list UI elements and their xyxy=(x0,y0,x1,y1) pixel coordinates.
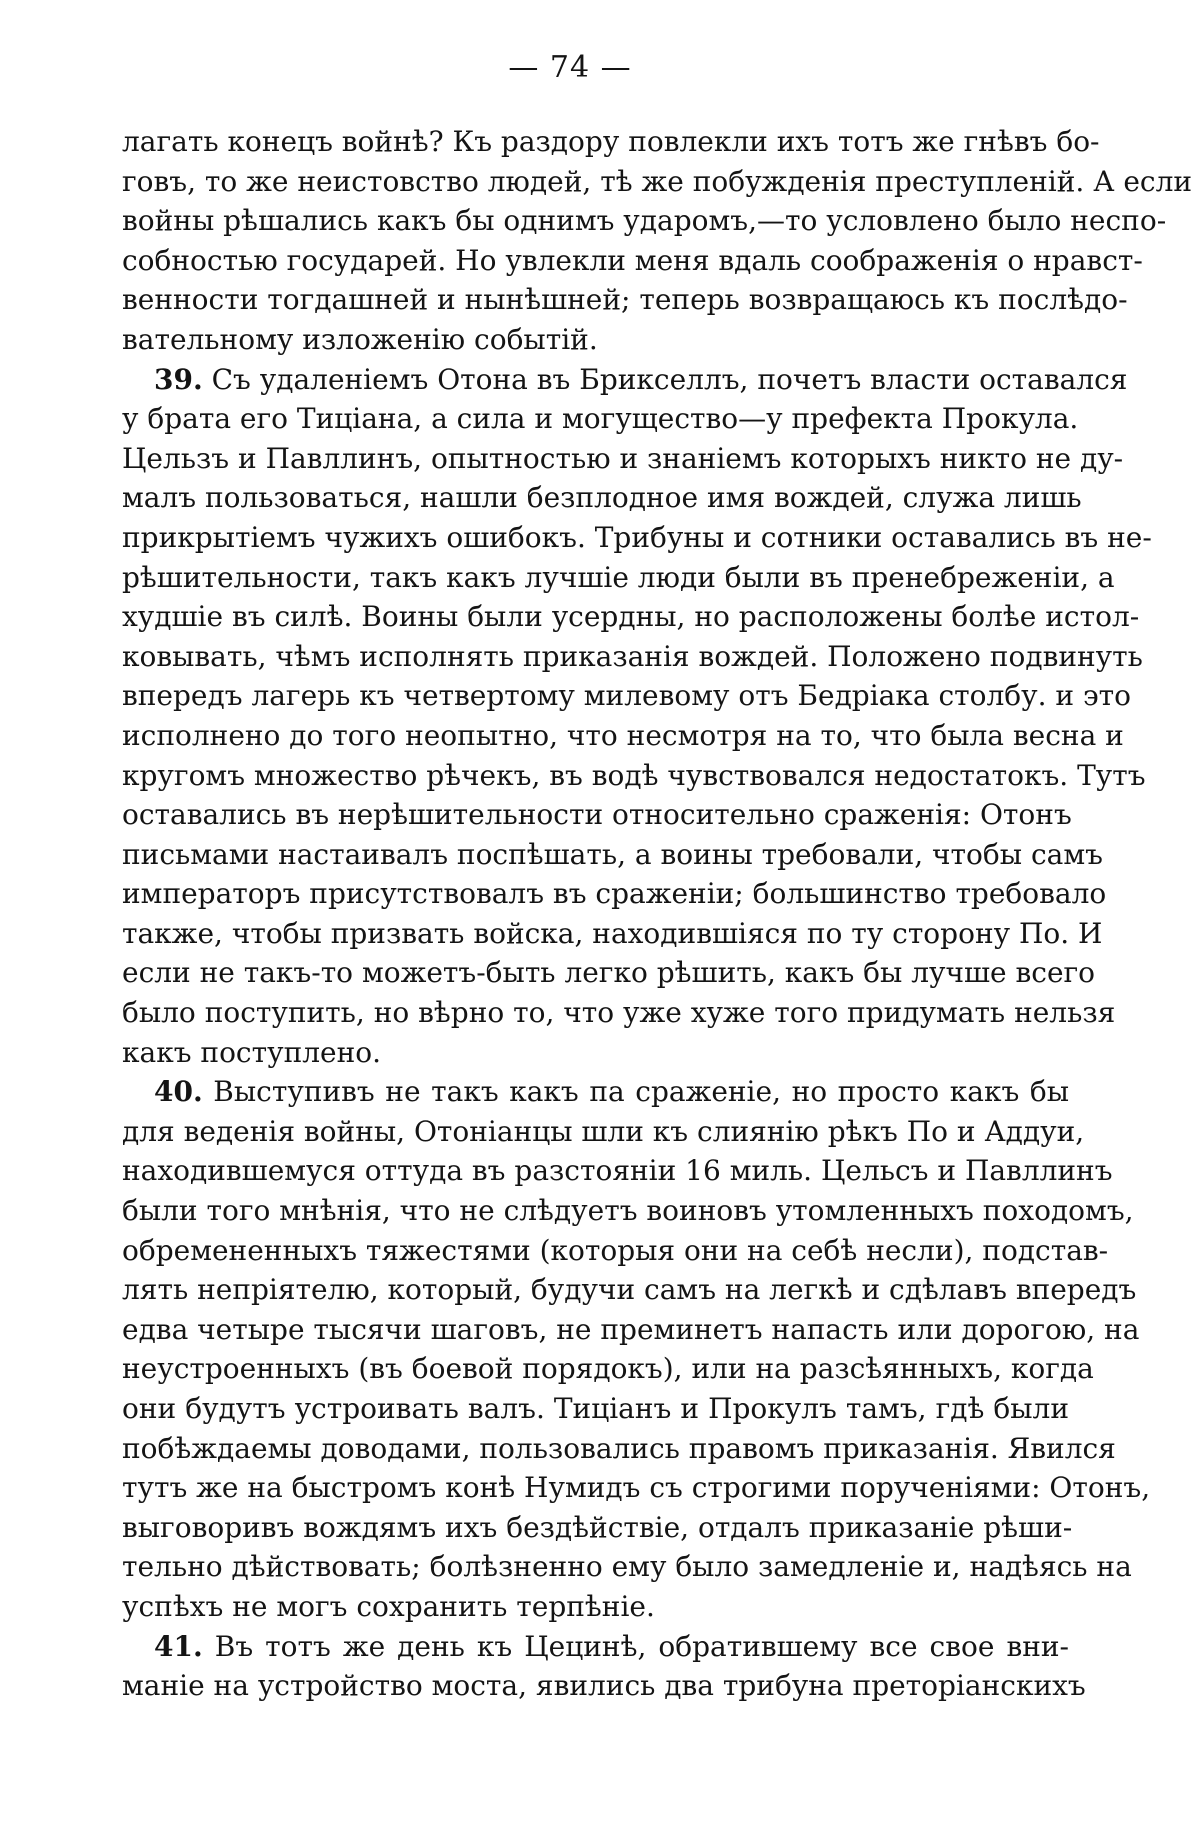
text-line: неустроенныхъ (въ боевой порядокъ), или на разсѣянныхъ, когда xyxy=(122,1352,1094,1386)
paragraph-41 xyxy=(122,1627,1086,1706)
text-line: едва четыре тысячи шаговъ, не преминетъ напасть или дорогою, на xyxy=(122,1312,1140,1346)
text-line-content: Въ тотъ же день къ Цецинѣ, обратившему все свое вни- xyxy=(202,1629,1069,1663)
text-line-first xyxy=(122,1072,1069,1112)
text-line: худшіе въ силѣ. Воины были усердны, но расположены болѣе истол- xyxy=(122,600,1140,634)
text-line: находившемуся оттуда въ разстояніи 16 миль. Цельсъ и Павллинъ xyxy=(122,1154,1113,1188)
text-line: у брата его Тиціана, а сила и могущество—у префекта Прокула. xyxy=(122,402,1079,436)
page-number: — 74 — xyxy=(508,50,632,85)
text-line: ковывать, чѣмъ исполнять приказанія вождей. Положено подвинуть xyxy=(122,639,1143,673)
text-line: вательному изложенію событій. xyxy=(122,322,598,356)
text-line: говъ, то же неистовство людей, тѣ же побужденія преступленій. А если xyxy=(122,164,1192,198)
text-line: было поступить, но вѣрно то, что уже хуже того придумать нельзя xyxy=(122,996,1116,1030)
text-line: собностью государей. Но увлекли меня вдаль соображенія о нравст- xyxy=(122,243,1143,277)
text-line: обремененныхъ тяжестями (которыя они на себѣ несли), подстав- xyxy=(122,1233,1109,1267)
paragraph-continued xyxy=(122,122,1192,360)
text-body xyxy=(122,122,1192,1706)
text-line: если не такъ-то можетъ-быть легко рѣшить, какъ бы лучше всего xyxy=(122,956,1096,990)
text-line: были того мнѣнія, что не слѣдуетъ воиновъ утомленныхъ походомъ, xyxy=(122,1194,1134,1228)
text-line-first xyxy=(122,360,1128,400)
text-line: письмами настаивалъ поспѣшать, а воины требовали, чтобы самъ xyxy=(122,837,1103,871)
text-line: тельно дѣйствовать; болѣзненно ему было замедленіе и, надѣясь на xyxy=(122,1550,1132,1584)
section-number: 39. xyxy=(154,362,203,396)
text-line: оставались въ нерѣшительности относительно сраженія: Отонъ xyxy=(122,798,1072,832)
text-line: Цельзъ и Павллинъ, опытностью и знаніемъ которыхъ никто не ду- xyxy=(122,441,1124,475)
text-line: побѣждаемы доводами, пользовались правомъ приказанія. Явился xyxy=(122,1431,1116,1465)
text-line-content: Выступивъ не такъ какъ па сраженіе, но просто какъ бы xyxy=(202,1075,1069,1109)
text-line: для веденія войны, Отоніанцы шли къ слиянію рѣкъ По и Аддуи, xyxy=(122,1114,1085,1148)
text-line: лять непріятелю, который, будучи самъ на легкѣ и сдѣлавъ впередъ xyxy=(122,1273,1137,1307)
text-line: малъ пользоваться, нашли безплодное имя вождей, служа лишь xyxy=(122,481,1082,515)
text-line-first xyxy=(122,1627,1069,1667)
section-number: 41. xyxy=(154,1629,203,1663)
paragraph-40 xyxy=(122,1072,1151,1626)
text-line: какъ поступлено. xyxy=(122,1035,382,1069)
text-line: выговоривъ вождямъ ихъ бездѣйствіе, отдалъ приказаніе рѣши- xyxy=(122,1510,1073,1544)
text-line: впередъ лагерь къ четвертому милевому отъ Бедріака столбу. и это xyxy=(122,679,1132,713)
text-line: они будутъ устроивать валъ. Тиціанъ и Прокулъ тамъ, гдѣ были xyxy=(122,1392,1069,1425)
paragraph-39 xyxy=(122,360,1152,1073)
text-line: тутъ же на быстромъ конѣ Нумидъ съ строгими порученіями: Отонъ, xyxy=(122,1471,1151,1505)
text-line: войны рѣшались какъ бы однимъ ударомъ,—то условлено было неспо- xyxy=(122,204,1167,238)
text-line: императоръ присутствовалъ въ сраженіи; большинство требовало xyxy=(122,877,1107,911)
text-line: кругомъ множество рѣчекъ, въ водѣ чувствовался недостатокъ. Тутъ xyxy=(122,758,1146,792)
text-line: лагать конецъ войнѣ? Къ раздору повлекли ихъ тотъ же гнѣвъ бо- xyxy=(122,125,1100,158)
text-line: прикрытіемъ чужихъ ошибокъ. Трибуны и сотники оставались въ не- xyxy=(122,520,1152,554)
text-line: исполнено до того неопытно, что несмотря на то, что была весна и xyxy=(122,718,1124,752)
text-line: рѣшительности, такъ какъ лучшіе люди были въ пренебреженіи, а xyxy=(122,560,1115,594)
text-line: венности тогдашней и нынѣшней; теперь возвращаюсь къ послѣдо- xyxy=(122,283,1128,317)
text-line: успѣхъ не могъ сохранить терпѣніе. xyxy=(122,1589,655,1623)
text-line: также, чтобы призвать войска, находившіяся по ту сторону По. И xyxy=(122,916,1103,950)
text-line: маніе на устройство моста, явились два трибуна преторіанскихъ xyxy=(122,1669,1086,1703)
text-line-content: Съ удаленіемъ Отона въ Брикселлъ, почетъ власти оставался xyxy=(202,362,1128,396)
section-number: 40. xyxy=(154,1075,203,1109)
